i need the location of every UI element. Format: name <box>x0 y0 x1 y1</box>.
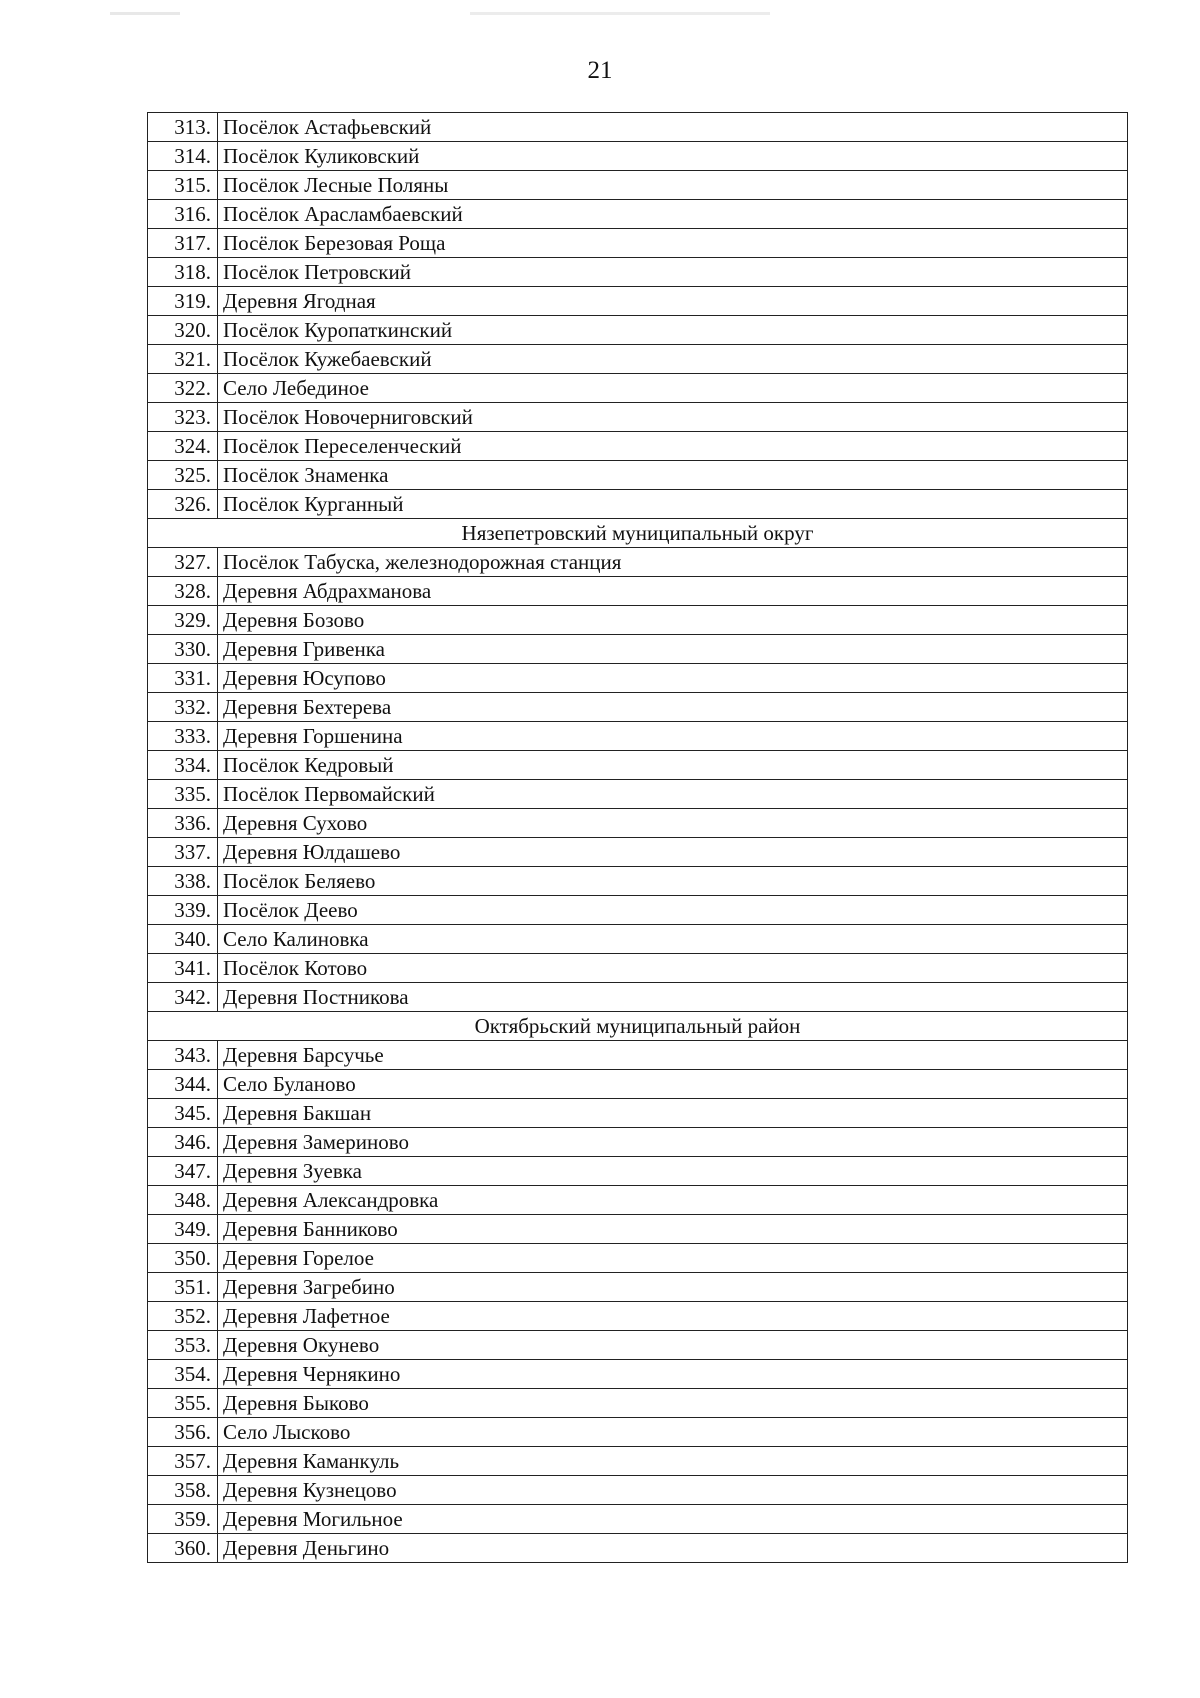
settlement-name: Деревня Кузнецово <box>218 1476 1128 1505</box>
row-number: 327. <box>148 548 218 577</box>
table-row <box>148 1186 1128 1215</box>
row-number: 323. <box>148 403 218 432</box>
table-row <box>148 1157 1128 1186</box>
settlement-name: Деревня Каманкуль <box>218 1447 1128 1476</box>
row-number: 346. <box>148 1128 218 1157</box>
settlement-name: Деревня Бехтерева <box>218 693 1128 722</box>
settlement-name: Деревня Абдрахманова <box>218 577 1128 606</box>
district-header-row <box>148 519 1128 548</box>
scan-artifact <box>110 12 180 15</box>
row-number: 348. <box>148 1186 218 1215</box>
row-number: 336. <box>148 809 218 838</box>
settlement-name: Деревня Окунево <box>218 1331 1128 1360</box>
table-row <box>148 200 1128 229</box>
table-row <box>148 1099 1128 1128</box>
table-row <box>148 1215 1128 1244</box>
settlement-name: Деревня Горшенина <box>218 722 1128 751</box>
table-row <box>148 374 1128 403</box>
settlement-name: Посёлок Лесные Поляны <box>218 171 1128 200</box>
settlement-name: Посёлок Знаменка <box>218 461 1128 490</box>
row-number: 339. <box>148 896 218 925</box>
table-row <box>148 983 1128 1012</box>
row-number: 349. <box>148 1215 218 1244</box>
table-row <box>148 258 1128 287</box>
settlement-name: Посёлок Араслaмбаевский <box>218 200 1128 229</box>
row-number: 342. <box>148 983 218 1012</box>
table-row <box>148 403 1128 432</box>
settlement-name: Деревня Ягодная <box>218 287 1128 316</box>
table-row <box>148 1302 1128 1331</box>
row-number: 318. <box>148 258 218 287</box>
table-row <box>148 142 1128 171</box>
row-number: 332. <box>148 693 218 722</box>
settlement-name: Деревня Сухово <box>218 809 1128 838</box>
table-row <box>148 722 1128 751</box>
table-row <box>148 345 1128 374</box>
settlement-name: Посёлок Деево <box>218 896 1128 925</box>
table-row <box>148 490 1128 519</box>
settlement-name: Деревня Банниково <box>218 1215 1128 1244</box>
settlement-name: Деревня Зуевка <box>218 1157 1128 1186</box>
table-body <box>148 113 1128 1563</box>
settlement-name: Посёлок Кедровый <box>218 751 1128 780</box>
table-row <box>148 229 1128 258</box>
settlement-name: Посёлок Беляево <box>218 867 1128 896</box>
table-row <box>148 1505 1128 1534</box>
table-row <box>148 693 1128 722</box>
settlement-name: Посёлок Березовая Роща <box>218 229 1128 258</box>
table-row <box>148 867 1128 896</box>
row-number: 320. <box>148 316 218 345</box>
row-number: 354. <box>148 1360 218 1389</box>
settlement-name: Деревня Юсупово <box>218 664 1128 693</box>
row-number: 330. <box>148 635 218 664</box>
table-row <box>148 1476 1128 1505</box>
row-number: 335. <box>148 780 218 809</box>
row-number: 333. <box>148 722 218 751</box>
table-row <box>148 287 1128 316</box>
table-row <box>148 751 1128 780</box>
row-number: 347. <box>148 1157 218 1186</box>
table-row <box>148 548 1128 577</box>
table-row <box>148 1389 1128 1418</box>
settlement-name: Деревня Бакшан <box>218 1099 1128 1128</box>
settlement-name: Посёлок Табуска, железнодорожная станция <box>218 548 1128 577</box>
settlement-name: Посёлок Курганный <box>218 490 1128 519</box>
table-row <box>148 606 1128 635</box>
row-number: 360. <box>148 1534 218 1563</box>
settlement-name: Посёлок Котово <box>218 954 1128 983</box>
row-number: 359. <box>148 1505 218 1534</box>
table-row <box>148 1534 1128 1563</box>
settlement-name: Деревня Гривенка <box>218 635 1128 664</box>
settlement-name: Посёлок Куропаткинский <box>218 316 1128 345</box>
row-number: 334. <box>148 751 218 780</box>
table-row <box>148 1418 1128 1447</box>
row-number: 326. <box>148 490 218 519</box>
row-number: 325. <box>148 461 218 490</box>
row-number: 353. <box>148 1331 218 1360</box>
row-number: 337. <box>148 838 218 867</box>
table-row <box>148 838 1128 867</box>
row-number: 316. <box>148 200 218 229</box>
settlement-name: Посёлок Петровский <box>218 258 1128 287</box>
settlement-name: Деревня Горелое <box>218 1244 1128 1273</box>
table-row <box>148 1070 1128 1099</box>
table-row <box>148 171 1128 200</box>
row-number: 351. <box>148 1273 218 1302</box>
settlement-name: Село Буланово <box>218 1070 1128 1099</box>
row-number: 357. <box>148 1447 218 1476</box>
row-number: 317. <box>148 229 218 258</box>
row-number: 345. <box>148 1099 218 1128</box>
settlement-name: Посёлок Астафьевский <box>218 113 1128 142</box>
table-row <box>148 1128 1128 1157</box>
table-row <box>148 925 1128 954</box>
page-number: 21 <box>587 57 613 84</box>
row-number: 321. <box>148 345 218 374</box>
row-number: 343. <box>148 1041 218 1070</box>
table-row <box>148 113 1128 142</box>
table-row <box>148 809 1128 838</box>
row-number: 352. <box>148 1302 218 1331</box>
row-number: 313. <box>148 113 218 142</box>
table-row <box>148 1244 1128 1273</box>
row-number: 314. <box>148 142 218 171</box>
settlement-name: Село Лебединое <box>218 374 1128 403</box>
settlement-name: Деревня Могильное <box>218 1505 1128 1534</box>
table-row <box>148 1447 1128 1476</box>
district-name: Октябрьский муниципальный район <box>148 1012 1128 1041</box>
row-number: 358. <box>148 1476 218 1505</box>
table-row <box>148 432 1128 461</box>
scan-artifact <box>470 12 770 15</box>
settlement-name: Посёлок Первомайский <box>218 780 1128 809</box>
row-number: 322. <box>148 374 218 403</box>
settlement-name: Деревня Барсучье <box>218 1041 1128 1070</box>
table-row <box>148 635 1128 664</box>
row-number: 350. <box>148 1244 218 1273</box>
table-row <box>148 780 1128 809</box>
row-number: 355. <box>148 1389 218 1418</box>
row-number: 319. <box>148 287 218 316</box>
row-number: 344. <box>148 1070 218 1099</box>
table-row <box>148 1360 1128 1389</box>
table-row <box>148 1041 1128 1070</box>
district-header-row <box>148 1012 1128 1041</box>
table-row <box>148 664 1128 693</box>
row-number: 338. <box>148 867 218 896</box>
settlement-name: Село Лысково <box>218 1418 1128 1447</box>
settlement-name: Деревня Юлдашево <box>218 838 1128 867</box>
settlement-name: Посёлок Куликовский <box>218 142 1128 171</box>
settlement-name: Деревня Бозово <box>218 606 1128 635</box>
row-number: 341. <box>148 954 218 983</box>
table-row <box>148 896 1128 925</box>
settlement-name: Посёлок Новочерниговский <box>218 403 1128 432</box>
settlement-name: Деревня Деньгино <box>218 1534 1128 1563</box>
settlement-name: Деревня Постникова <box>218 983 1128 1012</box>
row-number: 356. <box>148 1418 218 1447</box>
table-row <box>148 1331 1128 1360</box>
settlement-name: Деревня Быково <box>218 1389 1128 1418</box>
row-number: 324. <box>148 432 218 461</box>
settlement-name: Деревня Александровка <box>218 1186 1128 1215</box>
row-number: 328. <box>148 577 218 606</box>
row-number: 329. <box>148 606 218 635</box>
row-number: 315. <box>148 171 218 200</box>
table-row <box>148 316 1128 345</box>
settlement-name: Деревня Чернякино <box>218 1360 1128 1389</box>
table-row <box>148 954 1128 983</box>
table-row <box>148 577 1128 606</box>
row-number: 331. <box>148 664 218 693</box>
table-row <box>148 1273 1128 1302</box>
settlements-table <box>147 112 1128 1563</box>
table-row <box>148 461 1128 490</box>
settlement-name: Посёлок Переселенческий <box>218 432 1128 461</box>
settlement-name: Деревня Лафетное <box>218 1302 1128 1331</box>
district-name: Нязепетровский муниципальный округ <box>148 519 1128 548</box>
settlement-name: Деревня Замериново <box>218 1128 1128 1157</box>
settlement-name: Посёлок Кужебаевский <box>218 345 1128 374</box>
row-number: 340. <box>148 925 218 954</box>
settlement-name: Село Калиновка <box>218 925 1128 954</box>
settlement-name: Деревня Загребино <box>218 1273 1128 1302</box>
